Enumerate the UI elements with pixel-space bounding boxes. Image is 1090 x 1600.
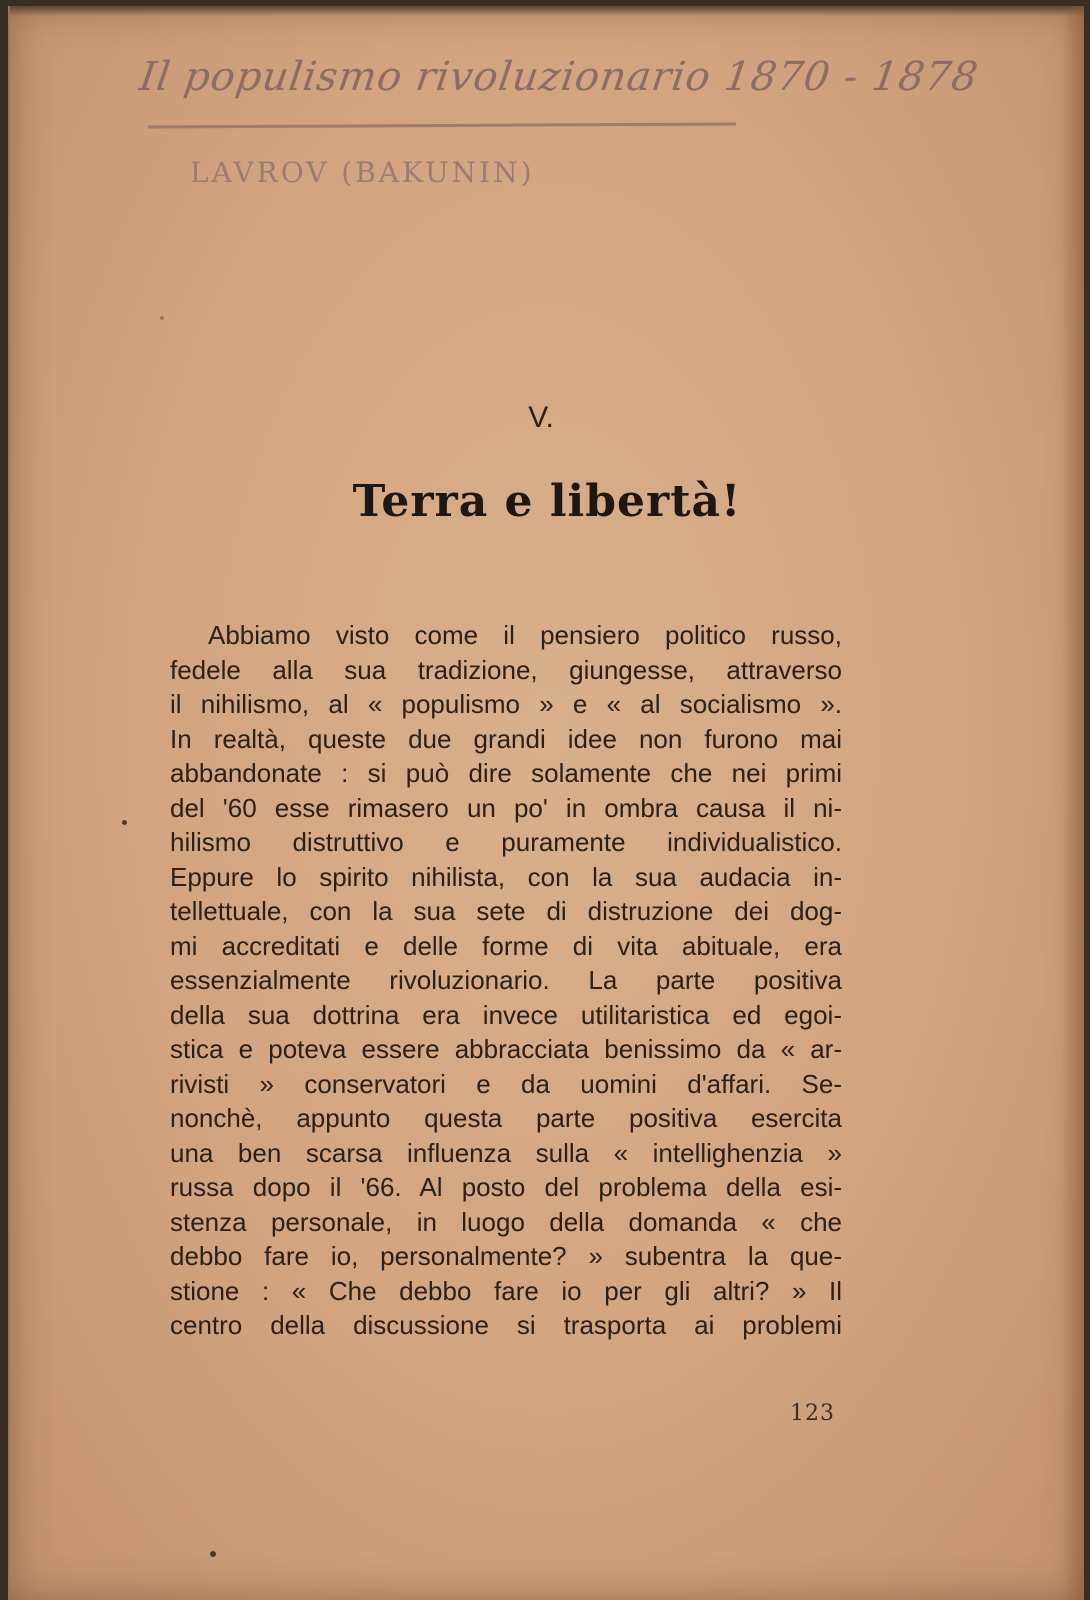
paper-speck bbox=[122, 820, 127, 825]
body-line: il nihilismo, al « populismo » e « al socialismo ». bbox=[170, 689, 842, 719]
body-line: hilismo distruttivo e puramente individualistico. bbox=[170, 827, 842, 857]
chapter-number-text: V. bbox=[528, 401, 554, 434]
body-line: nonchè, appunto questa parte positiva esercita bbox=[170, 1103, 842, 1133]
body-line: stione : « Che debbo fare io per gli altri? » Il bbox=[170, 1275, 842, 1306]
chapter-title: Terra e libertà! bbox=[352, 476, 742, 527]
body-line: tellettuale, con la sua sete di distruzione dei dog- bbox=[170, 896, 842, 926]
body-line: rivisti » conservatori e da uomini d'affari. Se- bbox=[170, 1068, 842, 1099]
body-line: del '60 esse rimasero un po' in ombra causa il ni- bbox=[170, 792, 842, 823]
book-page bbox=[8, 6, 1084, 1600]
handwritten-note-line1: Il populismo rivoluzionario 1870 - 1878 bbox=[136, 54, 982, 100]
chapter-number bbox=[10, 401, 1084, 435]
body-line: fedele alla sua tradizione, giungesse, attraverso bbox=[170, 654, 842, 685]
body-line: abbandonate : si può dire solamente che nei primi bbox=[170, 758, 842, 788]
handwritten-underline bbox=[148, 122, 736, 128]
body-line: debbo fare io, personalmente? » subentra la que- bbox=[170, 1241, 842, 1271]
body-line: una ben scarsa influenza sulla « intellighenzia » bbox=[170, 1137, 842, 1168]
page-number: 123 bbox=[790, 1401, 835, 1426]
body-line: Abbiamo visto come il pensiero politico russo, bbox=[208, 620, 842, 650]
body-line: In realtà, queste due grandi idee non furono mai bbox=[170, 723, 842, 754]
body-line: mi accreditati e delle forme di vita abituale, era bbox=[170, 930, 842, 961]
body-text bbox=[170, 618, 842, 1343]
handwritten-note-line2: LAVROV (BAKUNIN) bbox=[190, 156, 535, 189]
body-line: russa dopo il '66. Al posto del problema della esi- bbox=[170, 1172, 842, 1202]
body-line: centro della discussione si trasporta ai problemi bbox=[170, 1310, 842, 1340]
body-line: della sua dottrina era invece utilitaristica ed egoi- bbox=[170, 999, 842, 1030]
body-line: Eppure lo spirito nihilista, con la sua audacia in- bbox=[170, 861, 842, 892]
body-line: stica e poteva essere abbracciata benissimo da « ar- bbox=[170, 1034, 842, 1064]
paper-speck bbox=[210, 1551, 216, 1557]
page-top-edge bbox=[10, 6, 1084, 16]
paper-speck bbox=[160, 316, 164, 320]
body-line: essenzialmente rivoluzionario. La parte positiva bbox=[170, 965, 842, 995]
body-line: stenza personale, in luogo della domanda « che bbox=[170, 1206, 842, 1237]
page-right-edge bbox=[1062, 6, 1084, 1600]
